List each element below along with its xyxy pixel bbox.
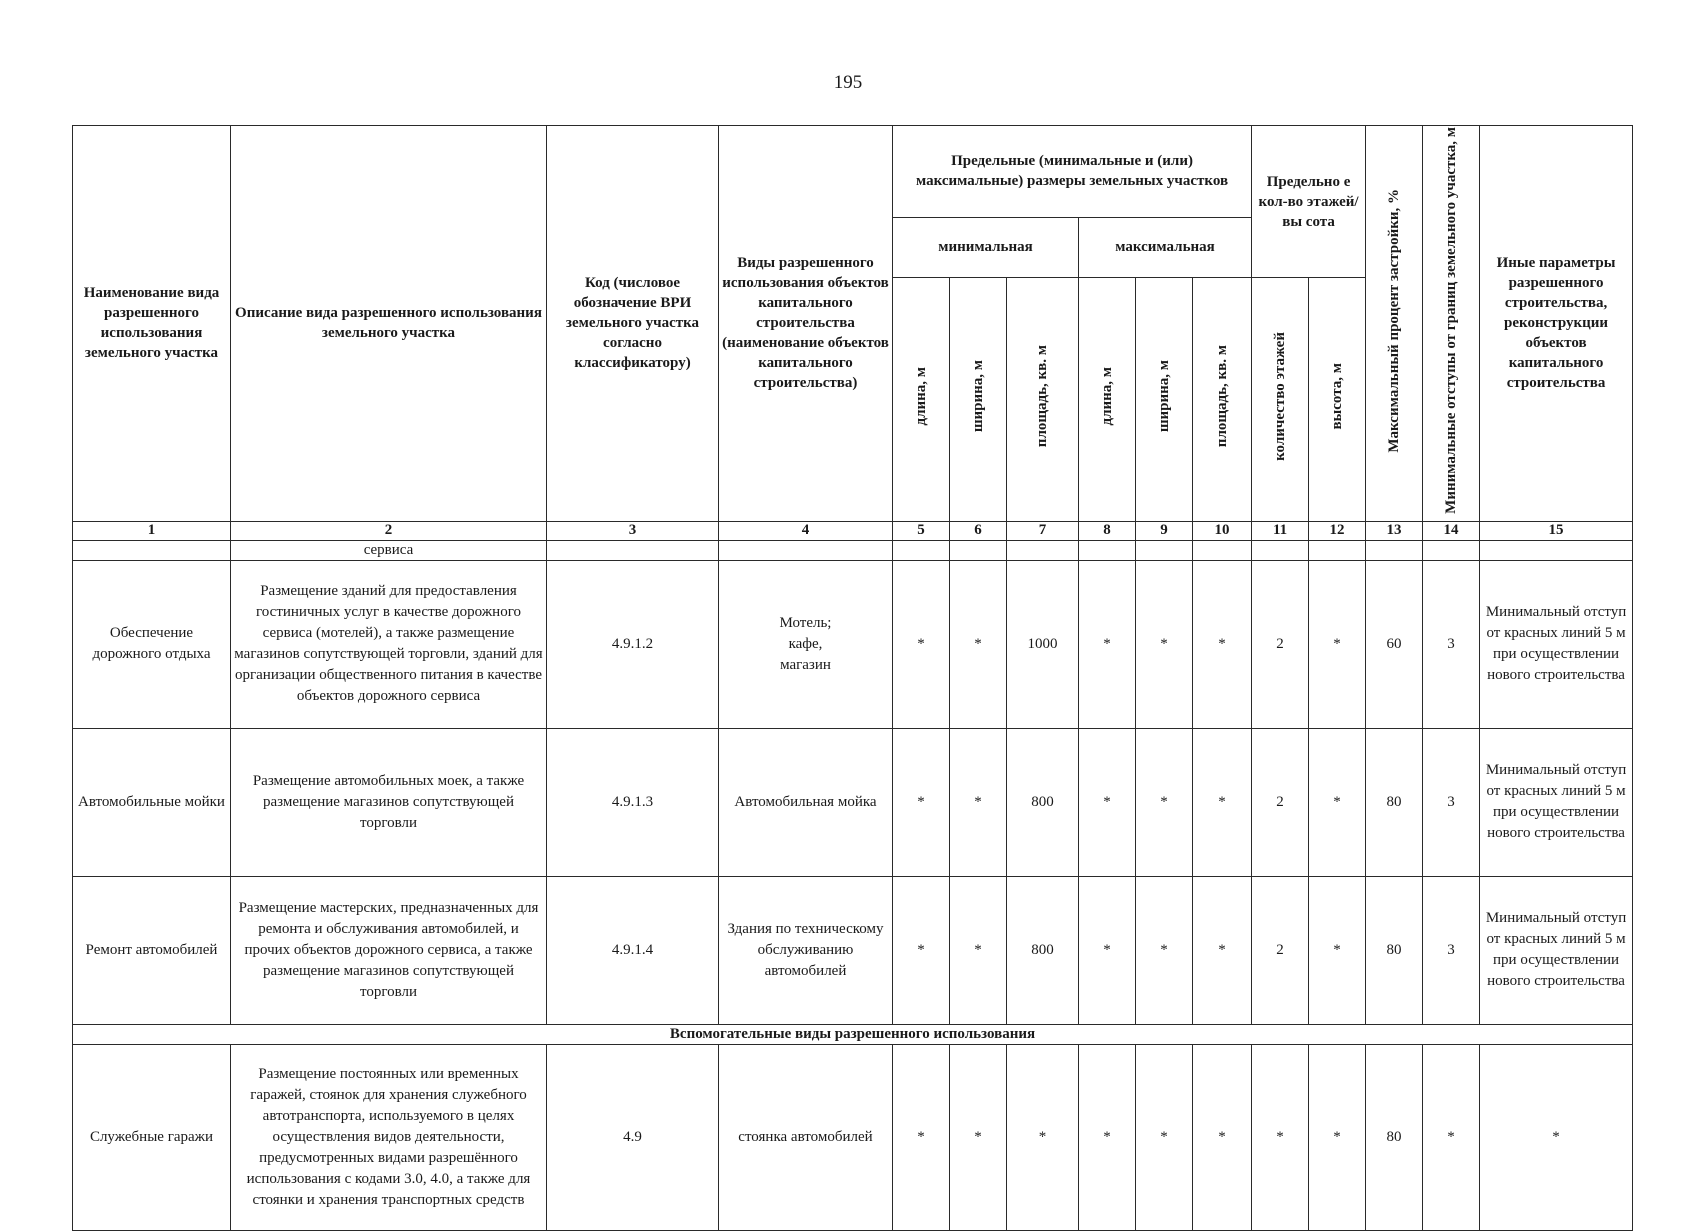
column-number: 6 [950,521,1007,540]
use-code: 4.9.1.3 [547,728,719,876]
max-area: * [1193,876,1252,1024]
min-width: * [950,728,1007,876]
column-number: 11 [1252,521,1309,540]
height: * [1309,560,1366,728]
header-height: высота, м [1309,278,1366,522]
column-number: 1 [73,521,231,540]
max-width: * [1136,560,1193,728]
min-length: * [893,560,950,728]
max-area: * [1193,560,1252,728]
table-row [73,728,1633,876]
max-percent: 80 [1366,728,1423,876]
setback: * [1423,1044,1480,1230]
min-width: * [950,560,1007,728]
use-name: Автомобильные мойки [73,728,231,876]
max-width: * [1136,876,1193,1024]
min-length: * [893,728,950,876]
use-objects: стоянка автомобилей [719,1044,893,1230]
section-row [73,1024,1633,1044]
height: * [1309,876,1366,1024]
max-width: * [1136,728,1193,876]
other-params: Минимальный отступ от красных линий 5 м при осуществлении нового строительства [1480,728,1633,876]
column-number: 7 [1007,521,1079,540]
max-length: * [1079,728,1136,876]
header-min-length: длина, м [893,278,950,522]
column-number: 5 [893,521,950,540]
floors: 2 [1252,876,1309,1024]
min-area: 800 [1007,728,1079,876]
page-number: 195 [833,72,863,93]
use-description: Размещение постоянных или временных гаражей, стоянок для хранения служебного автотранспорта, используемого в целях осуществления видов деятельности, предусмотренных видами разрешённого использования с кодами 3.0, 4.0, а также для стоянки и хранения транспортных средств [231,1044,547,1230]
floors: * [1252,1044,1309,1230]
column-number: 15 [1480,521,1633,540]
column-number: 8 [1079,521,1136,540]
column-number: 13 [1366,521,1423,540]
use-description: Размещение зданий для предоставления гостиничных услуг в качестве дорожного сервиса (мотелей), а также размещение магазинов сопутствующей торговли, зданий для организации общественного питания в качестве объектов дорожного сервиса [231,560,547,728]
use-objects: Мотель; кафе, магазин [719,560,893,728]
column-number: 12 [1309,521,1366,540]
column-number-row [73,521,1633,540]
min-area: 800 [1007,876,1079,1024]
column-number: 4 [719,521,893,540]
max-length: * [1079,560,1136,728]
header-floors-count: количество этажей [1252,278,1309,522]
use-code: 4.9 [547,1044,719,1230]
min-area: * [1007,1044,1079,1230]
land-use-table [72,125,1633,1231]
header-min-area: площадь, кв. м [1007,278,1079,522]
height: * [1309,1044,1366,1230]
other-params: Минимальный отступ от красных линий 5 м при осуществлении нового строительства [1480,876,1633,1024]
setback: 3 [1423,876,1480,1024]
continuation-text: сервиса [231,540,547,560]
header-objects: Виды разрешенного использования объектов капитального строительства (наименование объектов капитального строительства) [719,126,893,522]
table-row [73,876,1633,1024]
min-area: 1000 [1007,560,1079,728]
header-min-group: минимальная [893,217,1079,277]
setback: 3 [1423,728,1480,876]
header-max-percent: Максимальный процент застройки, % [1366,126,1423,522]
max-percent: 80 [1366,1044,1423,1230]
header-description: Описание вида разрешенного использования земельного участка [231,126,547,522]
column-number: 14 [1423,521,1480,540]
continuation-row [73,540,1633,560]
header-max-area: площадь, кв. м [1193,278,1252,522]
header-min-width: ширина, м [950,278,1007,522]
header-other-params: Иные параметры разрешенного строительства, реконструкции объектов капитального строительства [1480,126,1633,522]
use-name: Обеспечение дорожного отдыха [73,560,231,728]
max-length: * [1079,1044,1136,1230]
height: * [1309,728,1366,876]
max-length: * [1079,876,1136,1024]
max-width: * [1136,1044,1193,1230]
section-title: Вспомогательные виды разрешенного использования [73,1024,1633,1044]
min-length: * [893,876,950,1024]
header-code: Код (числовое обозначение ВРИ земельного участка согласно классификатору) [547,126,719,522]
header-limits-group: Предельные (минимальные и (или) максимальные) размеры земельных участков [893,126,1252,218]
use-name: Ремонт автомобилей [73,876,231,1024]
floors: 2 [1252,728,1309,876]
header-max-group: максимальная [1079,217,1252,277]
table-row [73,560,1633,728]
setback: 3 [1423,560,1480,728]
max-area: * [1193,1044,1252,1230]
use-objects: Здания по техническому обслуживанию автомобилей [719,876,893,1024]
floors: 2 [1252,560,1309,728]
min-width: * [950,1044,1007,1230]
use-name: Служебные гаражи [73,1044,231,1230]
other-params: Минимальный отступ от красных линий 5 м при осуществлении нового строительства [1480,560,1633,728]
header-name: Наименование вида разрешенного использования земельного участка [73,126,231,522]
other-params: * [1480,1044,1633,1230]
column-number: 10 [1193,521,1252,540]
header-floors-group: Предельно е кол-во этажей/вы сота [1252,126,1366,278]
column-number: 2 [231,521,547,540]
min-width: * [950,876,1007,1024]
table-row [73,1044,1633,1230]
use-objects: Автомобильная мойка [719,728,893,876]
use-description: Размещение автомобильных моек, а также размещение магазинов сопутствующей торговли [231,728,547,876]
header-min-setback: Минимальные отступы от границ земельного участка, м [1423,126,1480,522]
max-percent: 80 [1366,876,1423,1024]
column-number: 3 [547,521,719,540]
use-description: Размещение мастерских, предназначенных для ремонта и обслуживания автомобилей, и прочих объектов дорожного сервиса, а также размещение магазинов сопутствующей торговли [231,876,547,1024]
header-max-width: ширина, м [1136,278,1193,522]
max-area: * [1193,728,1252,876]
header-max-length: длина, м [1079,278,1136,522]
min-length: * [893,1044,950,1230]
use-code: 4.9.1.2 [547,560,719,728]
use-code: 4.9.1.4 [547,876,719,1024]
column-number: 9 [1136,521,1193,540]
max-percent: 60 [1366,560,1423,728]
